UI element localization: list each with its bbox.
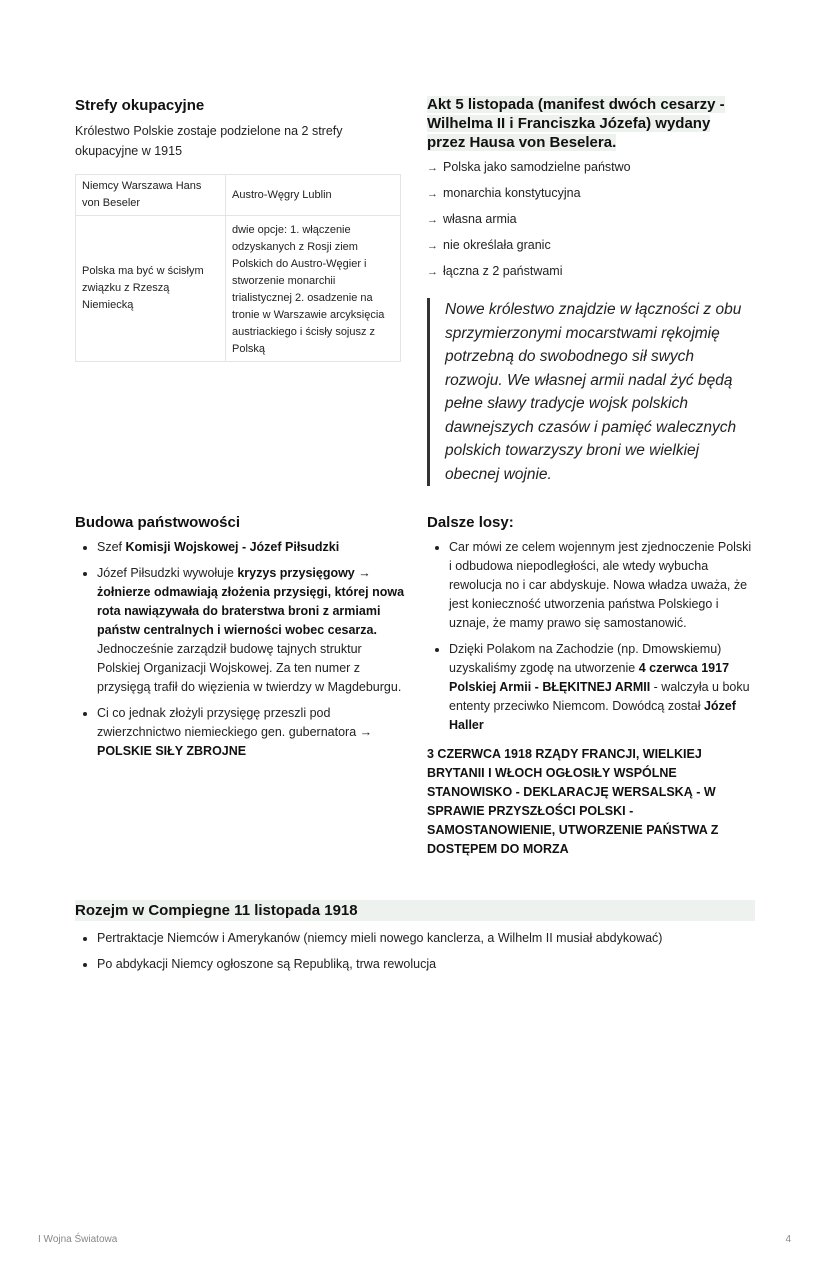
- arrow-icon: →: [427, 240, 438, 252]
- list-item: → monarchia konstytucyjna: [427, 186, 581, 200]
- list-item: → Polska jako samodzielne państwo: [427, 160, 631, 174]
- list-item: • Józef Piłsudzki wywołuje kryzys przysięgowy → żołnierze odmawiają złożenia przysięgi, której nowa rota nawiązywała do braterstwa broni z armiami państw centralnych i wierności wobec cesarza. Jednocześnie zarządził budowę tajnych struktur Polskiej Organizacji Wojskowej. Za ten numer z przysięgą trafił do więzienia w twierdzy w Magdeburgu.: [97, 564, 405, 697]
- page-number: 4: [785, 1234, 791, 1245]
- table-cell: Polska ma być w ścisłym związku z Rzeszą Niemiecką: [76, 216, 226, 362]
- section-rozejm: [75, 900, 755, 981]
- section-akt: [427, 95, 757, 486]
- dalsze-list: [427, 538, 757, 735]
- rozejm-title: Rozejm w Compiegne 11 listopada 1918: [75, 900, 755, 921]
- section-strefy: [75, 96, 405, 362]
- manifest-quote: Nowe królestwo znajdzie w łączności z obu sprzymierzonymi mocarstwami rękojmię potrzebną do swobodnego sił swych rozwoju. We własnej armii nadal żyć będą pełne sławy tradycje wojsk polskich dawnejszych czasów i pamięć walecznych polskich towarzyszy broni we wielkiej obecnej wojnie.: [427, 298, 745, 486]
- list-item: → łączna z 2 państwami: [427, 264, 563, 278]
- akt-list: [427, 155, 757, 285]
- arrow-icon: →: [427, 188, 438, 200]
- arrow-icon: →: [427, 266, 438, 278]
- versailles-declaration: 3 CZERWCA 1918 RZĄDY FRANCJI, WIELKIEJ BRYTANII I WŁOCH OGŁOSIŁY WSPÓLNE STANOWISKO - DEKLARACJĘ WERSALSKĄ - W SPRAWIE PRZYSZŁOŚCI POLSKI - SAMOSTANOWIENIE, UTWORZENIE PAŃSTWA Z DOSTĘPEM DO MORZA: [427, 747, 719, 856]
- footer-title: I Wojna Światowa: [38, 1234, 118, 1245]
- list-item: → nie określała granic: [427, 238, 551, 252]
- section-dalsze: [427, 513, 757, 859]
- list-item: • Szef Komisji Wojskowej - Józef Piłsudzki: [97, 538, 405, 557]
- list-item: • Dzięki Polakom na Zachodzie (np. Dmowskiemu) uzyskaliśmy zgodę na utworzenie 4 czerwca 1917 Polskiej Armii - BŁĘKITNEJ ARMII - walczyła u boku ententy przeciwko Niemcom. Dowódcą został Józef Haller: [449, 640, 757, 735]
- table-row: [76, 216, 401, 362]
- strefy-intro: Królestwo Polskie zostaje podzielone na 2 strefy okupacyjne w 1915: [75, 124, 343, 158]
- section-budowa: [75, 513, 405, 768]
- list-item: • Pertraktacje Niemców i Amerykanów (niemcy mieli nowego kanclerza, a Wilhelm II musiał abdykować): [97, 929, 755, 948]
- budowa-list: [75, 538, 405, 761]
- list-item: • Ci co jednak złożyli przysięgę przeszli pod zwierzchnictwo niemieckiego gen. gubernatora → POLSKIE SIŁY ZBROJNE: [97, 704, 405, 761]
- list-item: • Car mówi ze celem wojennym jest zjednoczenie Polski i odbudowa niepodległości, ale wtedy wybucha rewolucja no i car abdyskuje. Nowa władza uważa, że jest konieczność utworzenia państwa Polskiego i uznaje, że mamy prawo się samostanowić.: [449, 538, 757, 633]
- table-row: [76, 175, 401, 216]
- akt-title: Akt 5 listopada (manifest dwóch cesarzy - Wilhelma II i Franciszka Józefa) wydany przez Hausa von Beselera.: [427, 96, 725, 151]
- list-item: • Po abdykacji Niemcy ogłoszone są Republiką, trwa rewolucja: [97, 955, 755, 974]
- table-cell: Austro-Węgry Lublin: [226, 175, 401, 216]
- budowa-title: Budowa państwowości: [75, 514, 241, 531]
- zones-table: [75, 174, 401, 362]
- list-item: → własna armia: [427, 212, 517, 226]
- table-cell: dwie opcje: 1. włączenie odzyskanych z Rosji ziem Polskich do Austro-Węgier i stworzenie monarchii trialistycznej 2. osadzenie na tronie w Warszawie arcyksięcia austriackiego i ścisły sojusz z Polską: [226, 216, 401, 362]
- arrow-icon: →: [427, 162, 438, 174]
- strefy-title: Strefy okupacyjne: [75, 97, 205, 114]
- rozejm-list: [75, 929, 755, 974]
- arrow-icon: →: [427, 214, 438, 226]
- dalsze-title: Dalsze losy:: [427, 514, 514, 531]
- table-cell: Niemcy Warszawa Hans von Beseler: [76, 175, 226, 216]
